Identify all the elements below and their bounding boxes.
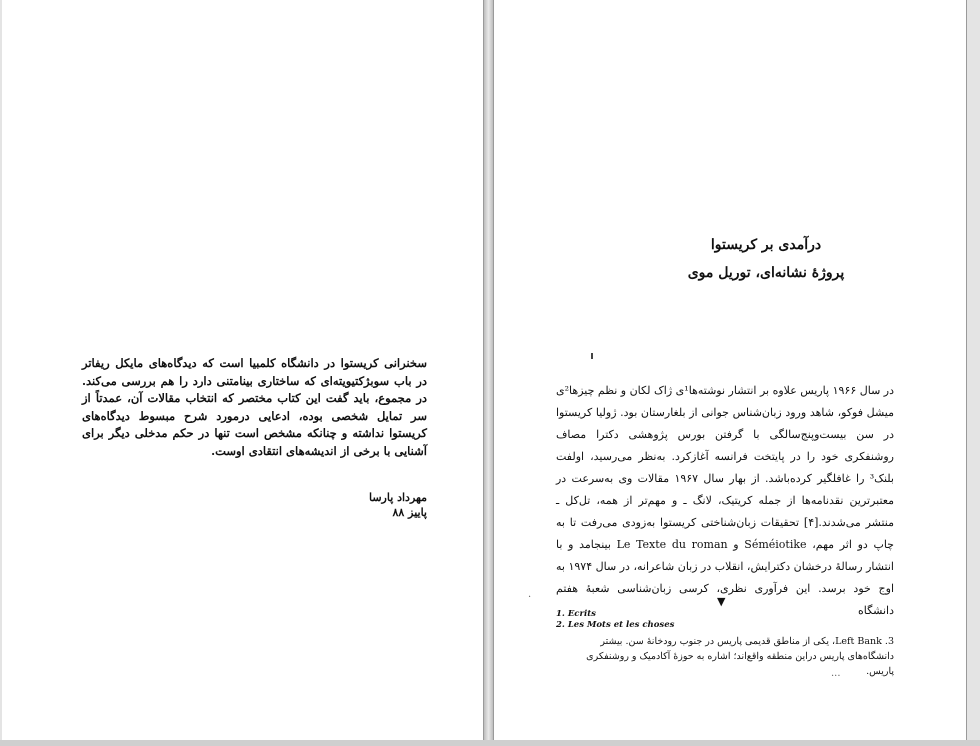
- chapter-heading: [494, 231, 968, 287]
- body-paragraph: در سال ۱۹۶۶ پاریس علاوه بر انتشار نوشته‌ها¹ی ژاک لکان و نظم چیزها²ی میشل فوکو، شاهد ورود زبان‌شناس جوانی از بلغارستان بود. ژولیا کریستوا در سن بیست‌وپنج‌سالگی با گرفتن بورس پژوهشی دکترا مصاف روشنفکری خود را در پایتخت فرانسه آغازکرد. به‌نظر می‌رسید، اولفت بلنک³ را غافلگیر کرده‌باشد. از بهار سال ۱۹۶۷ مقالات وی به‌سرعت در معتبرترین نقدنامه‌ها از جمله کریتیک، لانگ ـ و مهم‌تر از همه، تل‌کل ـ منتشر می‌شدند.[۴] تحقیقات زبان‌شناختی کریستوا به‌زودی می‌رفت تا به چاپ دو اثر مهم، Séméiotike و Le Texte du roman بینجامد و با انتشار رسالهٔ درخشان دکترایش، انقلاب در زبان شاعرانه، در سال ۱۹۷۴ به اوج خود برسد. این فرآوری نظری، کرسی زبان‌شناسی شعبهٔ هفتم دانشگاه: [556, 384, 895, 617]
- footnote-1: 1. Ecrits: [556, 609, 596, 619]
- signature-date: پاییز ۸۸: [392, 506, 427, 519]
- intro-paragraph: [82, 355, 427, 460]
- chapter-title: درآمدی بر کریستوا: [710, 237, 822, 253]
- right-page: [493, 0, 967, 740]
- chapter-subtitle: پروژهٔ نشانه‌ای، توریل موی: [687, 265, 845, 281]
- left-page: [2, 0, 484, 740]
- footnote-3: 3. Left Bank، یکی از مناطق قدیمی پاریس در جنوب رودخانهٔ سن. بیشتر دانشگاه‌های پاریس دراین منطقه واقع‌اند؛ اشاره به حوزهٔ آکادمیک و روشنفکری پاریس.: [586, 636, 894, 677]
- body-text: [556, 380, 894, 622]
- signature-block: [82, 490, 427, 520]
- footnote-2: 2. Les Mots et les choses: [556, 620, 675, 630]
- scan-mark: [591, 353, 593, 359]
- scan-bottom-edge: [0, 740, 980, 746]
- intro-paragraph-text: سخنرانی کریستوا در دانشگاه کلمبیا است که دیدگاه‌های مایکل ریفاتر در باب سوبژکتیویته‌ای که ساختاری بینامتنی دارد را هم بررسی می‌کند. در مجموع، باید گفت این کتاب مختصر که انتخاب مقالات آن، عمدتاً از سر تمایل شخصی بوده، ادعایی درمورد شرح مبسوط دیدگاه‌های کریستوا نداشته و چنانکه مشخص است تنها در حکم مدخلی دیگر برای آشنایی با برخی از اندیشه‌های انتقادی اوست.: [82, 356, 427, 458]
- scan-dots: ·: [528, 592, 532, 603]
- footnotes: [556, 609, 894, 679]
- continue-arrow-icon: ▼: [717, 595, 726, 608]
- scan-dots-2: ···: [831, 671, 841, 682]
- book-spine: [484, 0, 493, 740]
- translator-name: مهرداد پارسا: [368, 491, 427, 504]
